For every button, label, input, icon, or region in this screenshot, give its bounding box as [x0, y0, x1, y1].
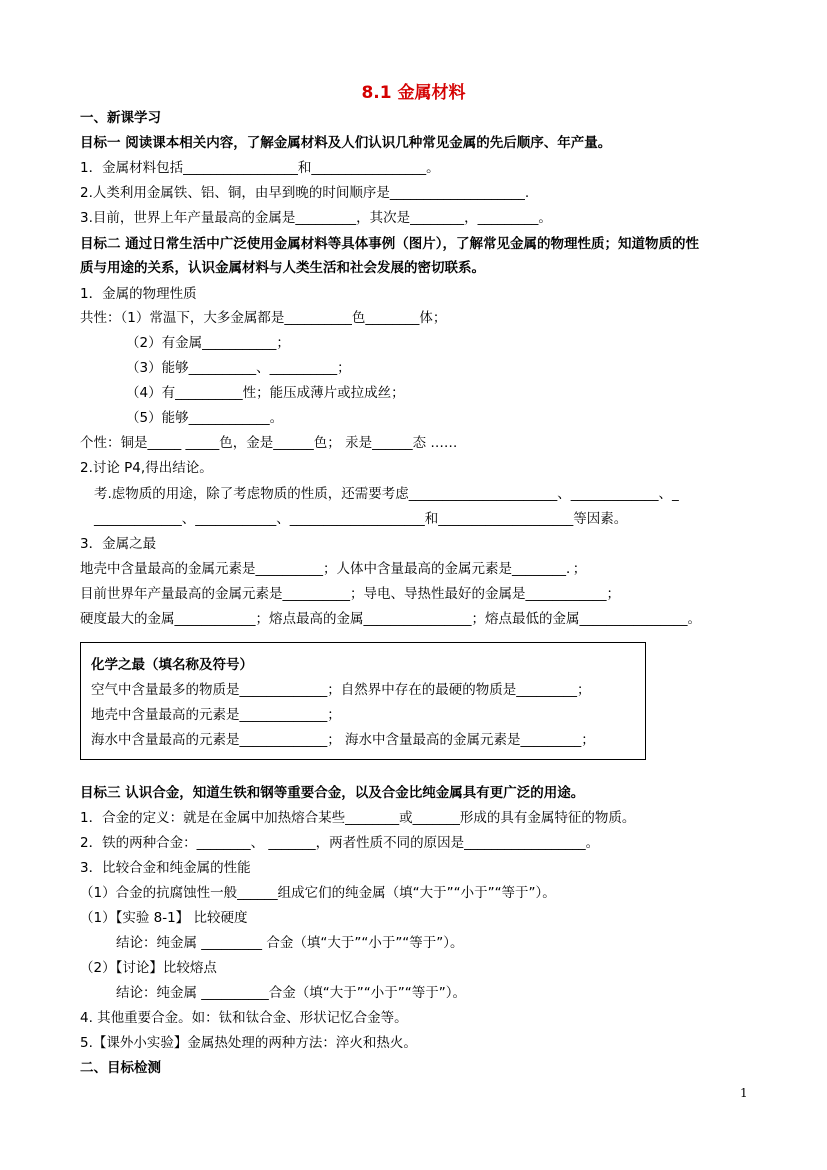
page-number: 1: [740, 1086, 748, 1100]
melting-point-conclusion: 结论：纯金属 __________合金（填“大于”“小于”“等于”）。: [116, 985, 467, 1001]
box-line-2: 地壳中含量最高的元素是_____________；: [91, 707, 341, 723]
box-line-1: 空气中含量最多的物质是_____________；自然界中存在的最硬的物质是_________；: [91, 682, 591, 698]
goal-one-item-1: 1．金属材料包括_________________和_________________。: [80, 160, 440, 176]
common-property-1: 共性：（1）常温下，大多金属都是__________色________体；: [80, 310, 447, 326]
common-property-3: （3）能够__________、__________；: [126, 360, 351, 376]
alloy-definition: 1．合金的定义：就是在金属中加热熔合某些________或_______形成的具有金属特征的物质。: [80, 810, 636, 826]
individual-properties: 个性：铜是_____ _____色，金是______色； 汞是______态 ……: [80, 435, 458, 451]
metal-superlatives-3: 硬度最大的金属____________；熔点最高的金属________________；熔点最低的金属________________。: [80, 611, 701, 627]
compare-properties-heading: 3．比较合金和纯金属的性能: [80, 860, 251, 876]
goal-three-heading: 目标三 认识合金，知道生铁和钢等重要合金，以及合金比纯金属具有更广泛的用途。: [80, 785, 585, 801]
considerations-line-1: 考.虑物质的用途，除了考虑物质的性质，还需要考虑______________________、_____________、_: [94, 486, 679, 502]
goal-one-item-3: 3.目前，世界上年产量最高的金属是_________，其次是________，_________。: [80, 210, 552, 226]
goal-two-heading-line-1: 目标二 通过日常生活中广泛使用金属材料等具体事例（图片），了解常见金属的物理性质；知道物质的性: [80, 236, 699, 252]
common-property-2: （2）有金属___________；: [126, 335, 290, 351]
considerations-line-2: _____________、____________、____________________和____________________等因素。: [94, 511, 628, 527]
goal-one-item-2: 2.人类利用金属铁、铝、铜，由早到晚的时间顺序是____________________.: [80, 185, 530, 201]
common-property-4: （4）有__________性；能压成薄片或拉成丝；: [126, 385, 405, 401]
metal-superlatives-1: 地壳中含量最高的金属元素是__________；人体中含量最高的金属元素是________．；: [80, 561, 587, 577]
goal-two-heading-line-2: 质与用途的关系，认识金属材料与人类生活和社会发展的密切联系。: [80, 260, 485, 276]
metal-superlatives-heading: 3．金属之最: [80, 536, 157, 552]
metal-superlatives-2: 目前世界年产量最高的金属元素是__________；导电、导热性最好的金属是____________；: [80, 586, 620, 602]
corrosion-resistance: （1）合金的抗腐蚀性一般______组成它们的纯金属（填“大于”“小于”“等于”）。: [80, 885, 556, 901]
box-line-3: 海水中含量最高的元素是_____________； 海水中含量最高的金属元素是_________；: [91, 732, 595, 748]
physical-properties-heading: 1．金属的物理性质: [80, 286, 197, 302]
discussion-item: 2.讨论 P4,得出结论。: [80, 460, 213, 476]
other-alloys: 4. 其他重要合金。如：钛和钛合金、形状记忆合金等。: [80, 1010, 408, 1026]
hardness-conclusion: 结论：纯金属 _________ 合金（填“大于”“小于”“等于”）。: [116, 935, 464, 951]
goal-one-heading: 目标一 阅读课本相关内容，了解金属材料及人们认识几种常见金属的先后顺序、年产量。: [80, 135, 612, 151]
common-property-5: （5）能够____________。: [126, 410, 284, 426]
section-heading-goal-check: 二、目标检测: [80, 1060, 161, 1076]
iron-alloys: 2．铁的两种合金：________、 _______，两者性质不同的原因是__________________。: [80, 835, 600, 851]
discussion-melting-point: （2）【讨论】比较熔点: [80, 960, 217, 976]
page-title: 8.1 金属材料: [361, 83, 466, 103]
section-heading-new-lesson: 一、新课学习: [80, 110, 161, 126]
box-heading: 化学之最（填名称及符号）: [91, 657, 253, 673]
chemistry-superlatives-box: [80, 642, 646, 760]
extracurricular-experiment: 5.【课外小实验】金属热处理的两种方法：淬火和热火。: [80, 1035, 417, 1051]
experiment-hardness: （1）【实验 8-1】 比较硬度: [80, 910, 248, 926]
